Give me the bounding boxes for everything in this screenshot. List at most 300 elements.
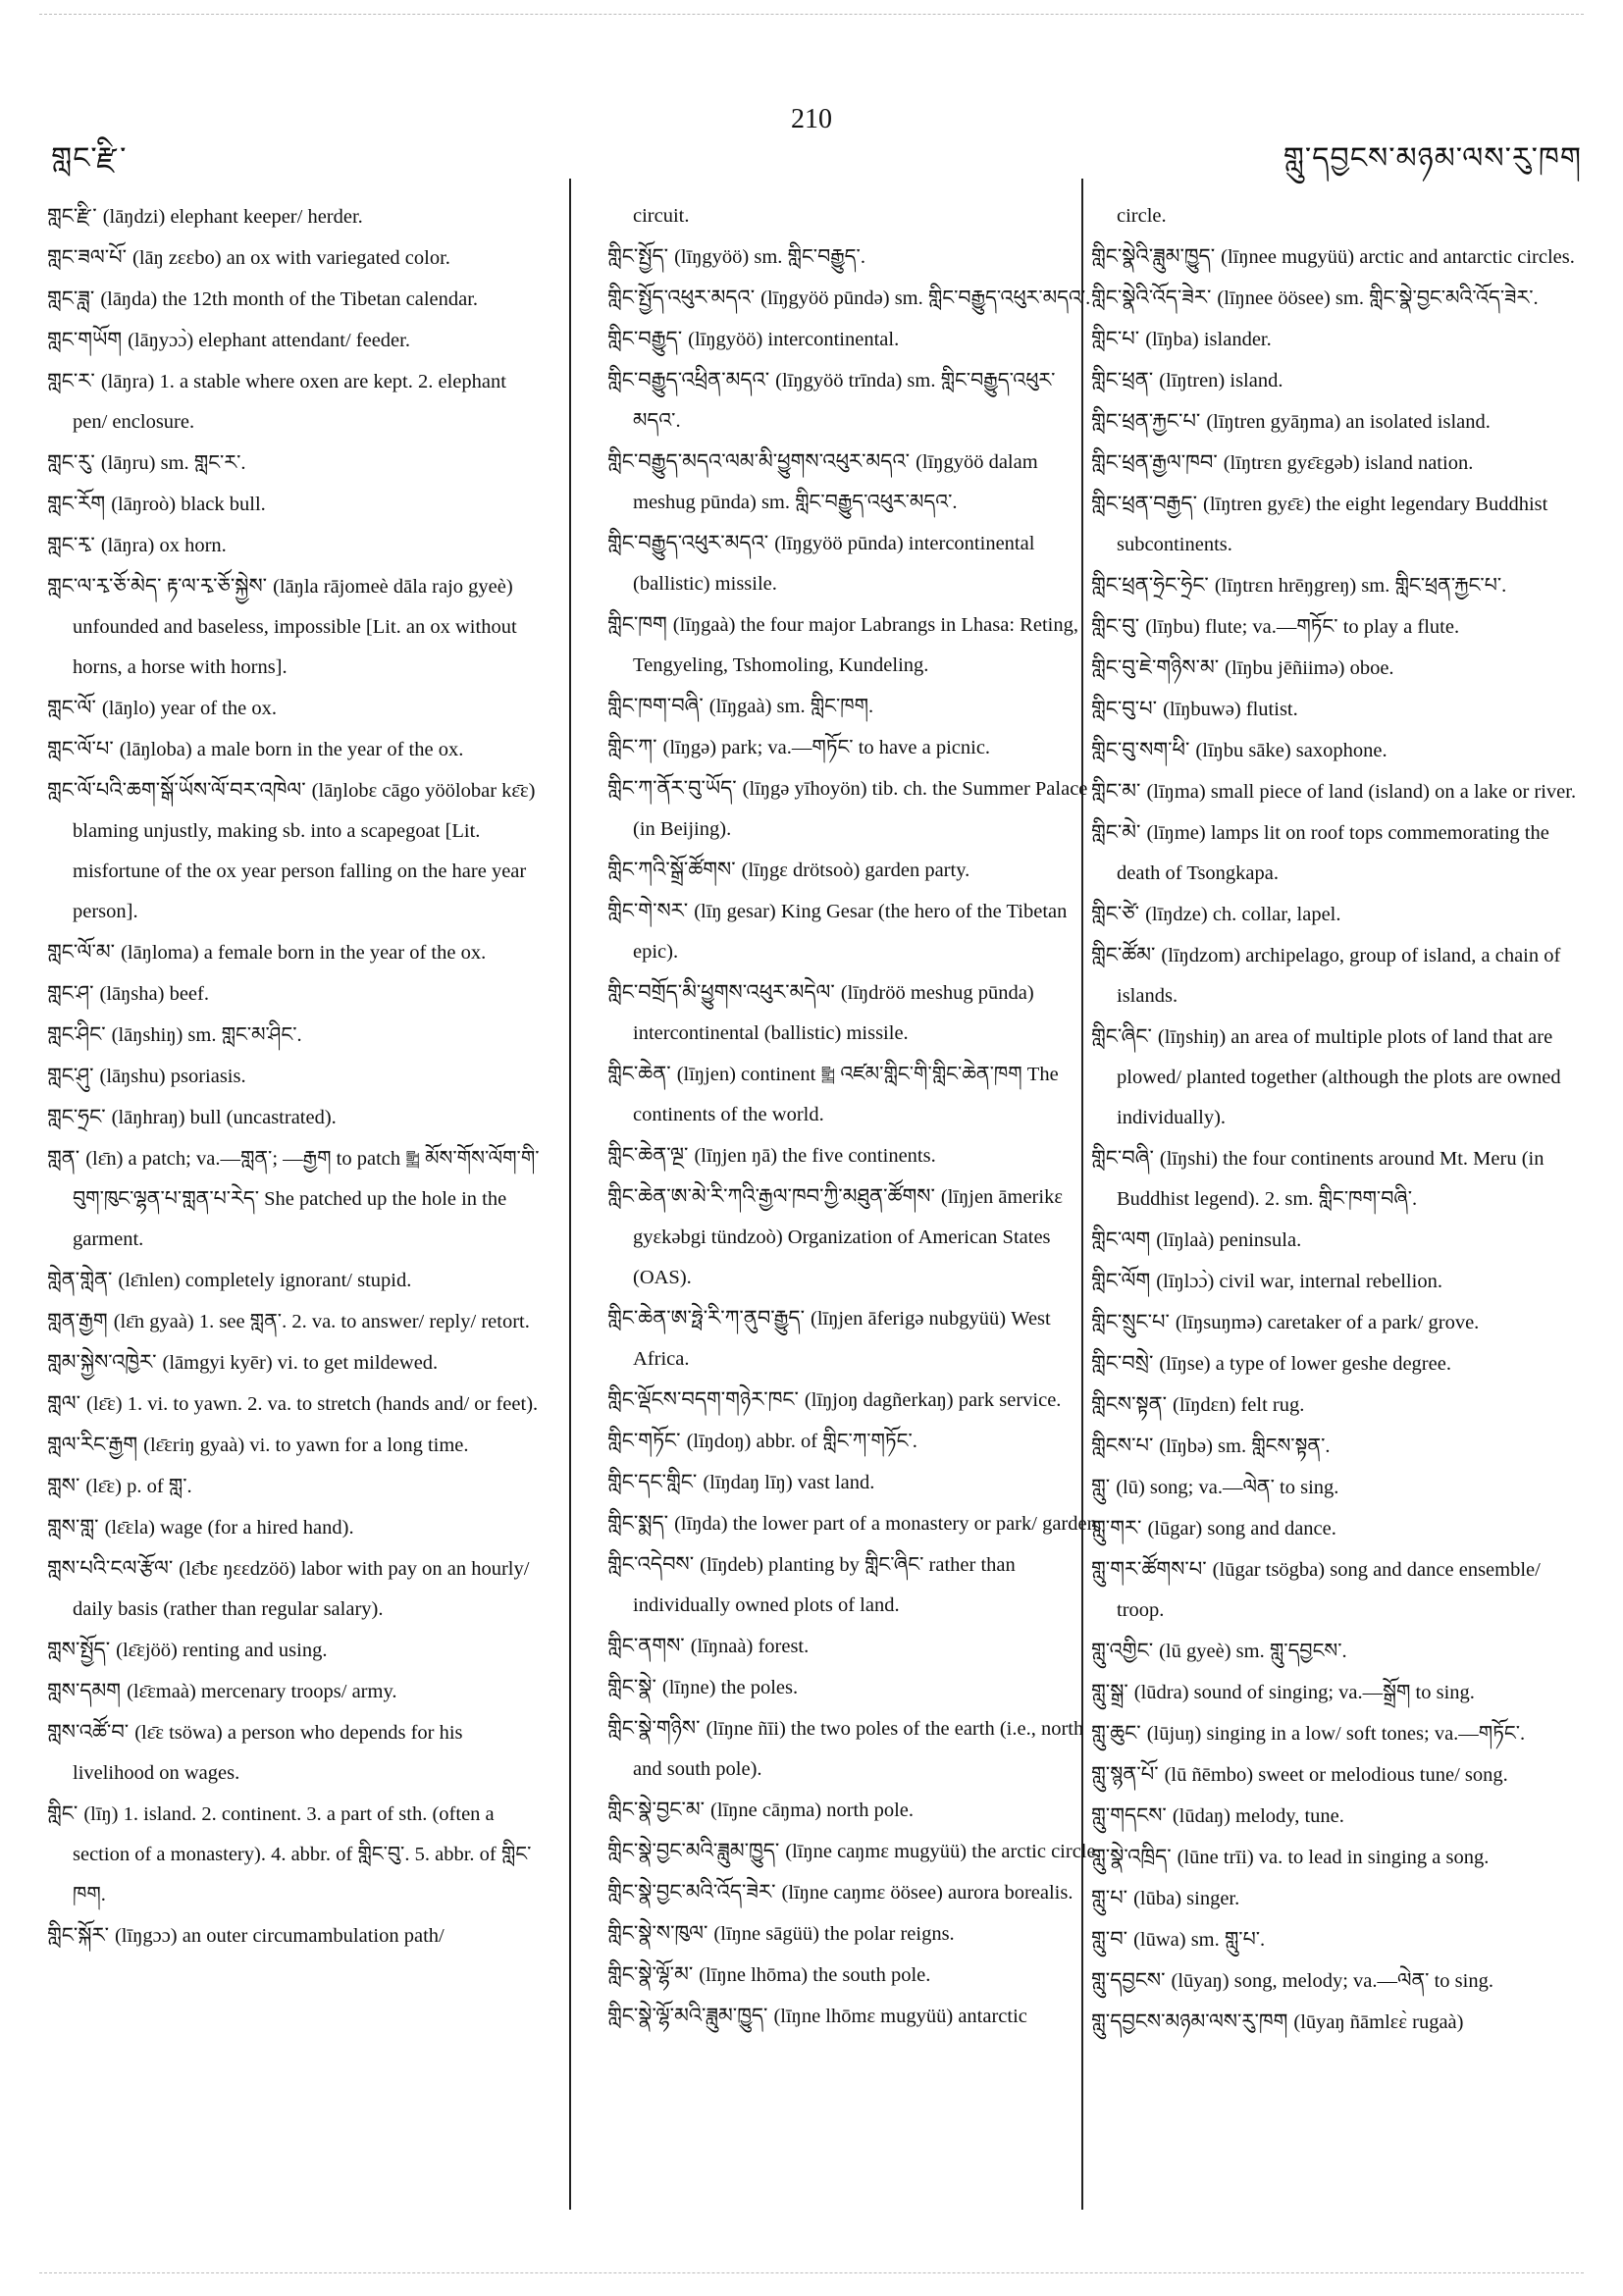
entry-headword: གླིང་དང་གླིང་ — [607, 1470, 698, 1493]
dictionary-entry — [1091, 1713, 1586, 1754]
entry-headword: གླིང་སྣེ་བྱང་མའི་ཟླུམ་ཁྱུད་ — [607, 1839, 780, 1862]
entry-headword: གླང་ཤིང་ — [47, 1022, 106, 1046]
entry-definition: (lāmgyi kyēr) vi. to get mildewed. — [162, 1352, 439, 1374]
entry-definition: (līŋlaà) peninsula. — [1156, 1229, 1302, 1251]
entry-definition: (līŋgyöö pūnda) intercontinental (ballistic) missile. — [633, 533, 1035, 595]
entry-definition: (lɛ̄n) a patch; va.—གླན་; —རྒྱག to patch ༖ མོས་གོས་ལོག་གི་བུག་ཁུང་ལྷན་པ་གླན་པ་རེད་ She patched up the hole in the garment. — [73, 1148, 540, 1250]
dictionary-entry — [607, 1176, 1102, 1298]
entry-headword: གླལ་ — [47, 1391, 81, 1415]
dictionary-entry — [1091, 1878, 1586, 1919]
entry-definition: (līŋbu jēñiimə) oboe. — [1225, 657, 1394, 679]
entry-definition: (līŋne caŋmɛ öösee) aurora borealis. — [781, 1882, 1073, 1904]
entry-headword: གླས་འཚོ་བ་ — [47, 1720, 130, 1744]
dictionary-entry — [607, 1503, 1102, 1544]
entry-definition: (lū) song; va.—ལེན་ to sing. — [1116, 1477, 1339, 1498]
entry-headword: གླིང་སྣེའི་ཟླུམ་ཁྱུད་ — [1091, 244, 1216, 268]
entry-headword: གླིང་སྤྱོད་ — [607, 244, 669, 268]
dictionary-entry — [47, 973, 542, 1015]
entry-headword: གླིང་སྣེ་གཉིས་ — [607, 1716, 701, 1740]
entry-headword: གླིངས་སྟན་ — [1091, 1392, 1168, 1416]
entry-definition: (lāŋsha) beef. — [99, 983, 209, 1005]
dictionary-entry — [1091, 2002, 1586, 2043]
entry-headword: གླུ་དབྱངས་ — [1091, 1968, 1166, 1992]
dictionary-entry — [1091, 771, 1586, 812]
entry-definition: (lūgar) song and dance. — [1147, 1518, 1336, 1539]
dictionary-entry — [607, 850, 1102, 891]
entry-definition: (līŋbə) sm. གླིངས་སྟན་. — [1159, 1435, 1331, 1457]
dictionary-entry — [1091, 1261, 1586, 1302]
entry-definition: (lāŋru) sm. གླང་ར་. — [100, 452, 246, 474]
dictionary-entry — [1091, 1754, 1586, 1796]
entry-headword: གླིང་ཆེན་ལྔ་ — [607, 1143, 689, 1167]
entry-headword: གླིང་སྣེ་ས་ཁུལ་ — [607, 1921, 708, 1945]
entry-headword: གླས་གླ་ — [47, 1515, 99, 1539]
entry-headword: གླིང་བརྒྱུད་ — [607, 327, 683, 350]
dictionary-entry — [607, 1054, 1102, 1135]
dictionary-entry — [47, 196, 542, 237]
dictionary-entry — [607, 1626, 1102, 1667]
dictionary-entry — [47, 1712, 542, 1794]
entry-headword: གླིང་གཏོང་ — [607, 1429, 681, 1452]
dictionary-entry — [607, 236, 1102, 278]
dictionary-entry — [1091, 1631, 1586, 1672]
dictionary-entry — [47, 1138, 542, 1260]
entry-headword: གླང་ཤ་ — [47, 981, 94, 1005]
entry-definition: (līŋne lhōma) the south pole. — [699, 1964, 931, 1986]
dictionary-entry — [607, 1298, 1102, 1380]
entry-headword: གླིང་འདེབས་ — [607, 1552, 695, 1576]
entry-definition: (līŋtrɛn hrēŋgreŋ) sm. གླིང་ཕྲན་རྐྱང་པ་. — [1214, 575, 1507, 597]
entry-definition: (lūyaŋ) song, melody; va.—ལེན་ to sing. — [1171, 1970, 1493, 1992]
entry-headword: གླིང་ཕྲན་རྐྱང་པ་ — [1091, 409, 1201, 433]
entry-headword: གླིང་མ་ — [1091, 779, 1141, 803]
column-divider — [569, 179, 571, 2210]
entry-headword: གླིང་ཚོམ་ — [1091, 943, 1156, 966]
entry-definition: (līŋbu) flute; va.—གཏོང་ to play a flute. — [1145, 616, 1460, 638]
dictionary-entry — [47, 1548, 542, 1630]
dictionary-entry — [1091, 565, 1586, 606]
entry-definition: (lāŋra) ox horn. — [100, 535, 227, 556]
entry-definition: (līŋne cāŋma) north pole. — [710, 1800, 915, 1821]
entry-definition: (lɛ̄bɛ ŋɛɛdzöö) labor with pay on an hourly/ daily basis (rather than regular salary). — [73, 1558, 530, 1620]
entry-headword: གླིང་ཕྲན་ — [1091, 368, 1154, 391]
entry-headword: གླིང་སྨད་ — [607, 1511, 669, 1535]
entry-definition: (lɛ̄ɛ) 1. vi. to yawn. 2. va. to stretch (hands and/ or feet). — [86, 1393, 539, 1415]
entry-definition: (līŋ gesar) King Gesar (the hero of the Tibetan epic). — [633, 901, 1068, 963]
dictionary-entry — [1091, 648, 1586, 689]
entry-headword: གླིང་གེ་སར་ — [607, 899, 689, 922]
dictionary-entry — [607, 768, 1102, 850]
dictionary-entry — [607, 319, 1102, 360]
entry-headword: གླང་རུ་ — [47, 450, 95, 474]
entry-headword: གླང་རོག — [47, 492, 106, 515]
entry-headword: གླིང་སྤྱོད་འཕུར་མདའ་ — [607, 286, 756, 309]
dictionary-entry — [607, 1135, 1102, 1176]
entry-definition: (lāŋlo) year of the ox. — [101, 698, 277, 719]
entry-definition: (lāŋyɔɔ̀) elephant attendant/ feeder. — [128, 330, 410, 351]
dictionary-entry — [607, 442, 1102, 523]
entry-headword: གླང་ར་ — [47, 369, 95, 392]
entry-headword: གླང་རྭ་ — [47, 533, 95, 556]
dictionary-entry — [47, 525, 542, 566]
entry-definition: (līŋgaà) sm. གླིང་ཁག. — [708, 696, 874, 717]
entry-definition: (lūne trīi) va. to lead in singing a song. — [1177, 1847, 1490, 1868]
entry-definition: (līŋtren) island. — [1159, 370, 1283, 391]
entry-headword: གླིང་ཕྲན་བརྒྱད་ — [1091, 492, 1198, 515]
entry-definition: (līŋne) the poles. — [661, 1677, 799, 1698]
entry-definition: (līŋjen āferigə nubgyüü) West Africa. — [633, 1308, 1051, 1370]
entry-headword: གླང་གཡོག — [47, 328, 123, 351]
column-right — [1091, 196, 1586, 2043]
entry-definition: (līŋdoŋ) abbr. of གླིང་ཀ་གཏོང་. — [686, 1431, 917, 1452]
entry-headword: གླིང་ཆེན་ཨ་ཧྥེ་རི་ཀ་ནུབ་རྒྱུད་ — [607, 1306, 805, 1330]
dictionary-entry — [607, 1462, 1102, 1503]
entry-headword: གླས་སྤྱོད་ — [47, 1638, 111, 1661]
entry-definition: (lāŋ zɛɛbo) an ox with variegated color. — [132, 247, 450, 269]
entry-definition: (līŋnee öösee) sm. གླིང་སྣེ་བྱང་མའི་འོད་ཟེར་. — [1217, 287, 1539, 309]
entry-definition: (līŋgyöö) sm. གླིང་བརྒྱུད་. — [674, 246, 865, 268]
entry-headword: གླས་པའི་ངལ་རྩོལ་ — [47, 1556, 174, 1580]
dictionary-entry — [47, 729, 542, 770]
entry-definition: (līŋshi) the four continents around Mt. Meru (in Buddhist legend). 2. sm. གླིང་ཁག་བཞི་. — [1117, 1148, 1544, 1210]
entry-definition: (līŋdaŋ līŋ) vast land. — [703, 1472, 875, 1493]
dictionary-entry — [1091, 1508, 1586, 1549]
entry-definition: (lāŋra) 1. a stable where oxen are kept. 2. elephant pen/ enclosure. — [73, 371, 506, 433]
entry-definition: (līŋdɛn) felt rug. — [1173, 1394, 1305, 1416]
entry-headword: གླིང་ཕྲན་ཧྲེང་ཧྲེང་ — [1091, 573, 1209, 597]
dictionary-entry — [607, 972, 1102, 1054]
dictionary-entry — [47, 1915, 542, 1957]
dictionary-entry — [47, 1097, 542, 1138]
entry-headword: གླིང་ — [47, 1801, 79, 1825]
dictionary-entry — [47, 1671, 542, 1712]
top-scan-rule — [39, 14, 1584, 15]
dictionary-entry — [1091, 236, 1586, 278]
dictionary-entry — [607, 727, 1102, 768]
entry-definition: (lāŋdzi) elephant keeper/ herder. — [102, 206, 363, 228]
dictionary-entry — [47, 443, 542, 484]
entry-headword: གླིང་སྣེ་ལྷོ་མ་ — [607, 1962, 694, 1986]
dictionary-entry — [1091, 689, 1586, 730]
entry-definition: (lūdra) sound of singing; va.—སྒྲོག to sing. — [1133, 1682, 1475, 1703]
dictionary-entry — [1091, 1549, 1586, 1631]
entry-headword: གླན་ — [47, 1146, 80, 1170]
column-left — [47, 196, 542, 1957]
dictionary-entry — [607, 891, 1102, 972]
entry-definition: (līŋgə yīhoyön) tib. ch. the Summer Palace (in Beijing). — [633, 778, 1088, 840]
entry-headword: གླང་ཟླ་ — [47, 287, 95, 310]
entry-definition: (lɛ̄ɛmaà) mercenary troops/ army. — [127, 1681, 397, 1702]
dictionary-entry — [47, 1383, 542, 1425]
entry-definition: (līŋjoŋ dagñerkaŋ) park service. — [804, 1389, 1062, 1411]
entry-definition: (lāŋroò) black bull. — [111, 494, 266, 515]
dictionary-entry — [1091, 935, 1586, 1017]
entry-headword: གླང་ཧྲང་ — [47, 1105, 106, 1128]
dictionary-entry — [47, 1015, 542, 1056]
dictionary-entry — [1091, 1919, 1586, 1960]
entry-headword: གླིང་ཙེ་ — [1091, 902, 1140, 925]
entry-definition: (līŋshiŋ) an area of multiple plots of land that are plowed/ planted together (although the plots are owned individually). — [1117, 1026, 1561, 1128]
dictionary-entry — [1091, 360, 1586, 401]
entry-headword: གླིངས་པ་ — [1091, 1434, 1154, 1457]
entry-definition: (līŋgyöö) intercontinental. — [688, 329, 900, 350]
entry-definition: (līŋgyöö dalam meshug pūnda) sm. གླིང་བརྒྱུད་འཕུར་མདའ་. — [633, 451, 1038, 513]
entry-definition: (līŋnaà) forest. — [690, 1636, 810, 1657]
entry-headword: གླང་ལོ་པའི་ཆག་སྒོ་ཡོས་ལོ་བར་འཁེལ་ — [47, 778, 306, 802]
entry-continuation — [607, 196, 1102, 236]
entry-definition: (līŋjen ŋā) the five continents. — [694, 1145, 936, 1167]
entry-definition: (līŋlɔɔ̀) civil war, internal rebellion. — [1156, 1271, 1442, 1292]
entry-definition: (lɛ̄ɛ) p. of གླ་. — [85, 1476, 192, 1497]
dictionary-entry — [47, 932, 542, 973]
entry-definition: (līŋgə) park; va.—གཏོང་ to have a picnic. — [662, 737, 991, 758]
entry-headword: གླིང་ལག — [1091, 1227, 1151, 1251]
entry-definition: (līŋsuŋmə) caretaker of a park/ grove. — [1175, 1312, 1480, 1333]
entry-headword: གླིང་ཆེན་ — [607, 1062, 671, 1085]
entry-definition: (līŋjen āmerikɛ gyɛkəbgi tündzoò) Organization of American States (OAS). — [633, 1186, 1063, 1288]
entry-definition: (lūwa) sm. གླུ་པ་. — [1133, 1929, 1266, 1951]
entry-definition: circuit. — [633, 205, 690, 227]
entry-headword: གླང་ལོ་ — [47, 696, 96, 719]
dictionary-entry — [1091, 484, 1586, 565]
entry-headword: གླུ་གར་ — [1091, 1516, 1142, 1539]
entry-headword: གླིང་སྣེ་བྱང་མའི་འོད་ཟེར་ — [607, 1880, 776, 1904]
entry-definition: (līŋdröö meshug pūnda) intercontinental (ballistic) missile. — [633, 982, 1034, 1044]
dictionary-entry — [607, 1667, 1102, 1708]
entry-definition: (līŋse) a type of lower geshe degree. — [1159, 1353, 1451, 1375]
dictionary-entry — [47, 1630, 542, 1671]
entry-headword: གླིང་ཕྲན་རྒྱལ་ཁབ་ — [1091, 450, 1218, 474]
entry-headword: གླང་ཟལ་པོ་ — [47, 245, 127, 269]
entry-headword: གླིང་ཁག — [607, 612, 667, 636]
entry-definition: circle. — [1117, 205, 1167, 227]
entry-headword: གླིང་པ་ — [1091, 327, 1140, 350]
entry-headword: གླང་རྫི་ — [47, 204, 97, 228]
entry-headword: གླིང་ཁག་བཞི་ — [607, 694, 704, 717]
dictionary-entry — [47, 1342, 542, 1383]
dictionary-entry — [47, 688, 542, 729]
dictionary-entry — [47, 770, 542, 932]
dictionary-entry — [607, 1913, 1102, 1955]
dictionary-entry — [1091, 812, 1586, 894]
entry-headword: གླུ་སྙན་པོ་ — [1091, 1762, 1159, 1786]
entry-definition: (lɛ̄ɛ tsöwa) a person who depends for his livelihood on wages. — [73, 1722, 463, 1784]
entry-definition: (lāŋloba) a male born in the year of the ox. — [119, 739, 464, 760]
entry-headword: གླས་དམག — [47, 1679, 122, 1702]
dictionary-entry — [1091, 1017, 1586, 1138]
entry-definition: (lɛ̄ɛla) wage (for a hired hand). — [104, 1517, 354, 1539]
running-head-right: གླུ་དབྱངས་མཉམ་ལས་རུ་ཁག — [1283, 142, 1582, 175]
dictionary-entry — [607, 604, 1102, 686]
dictionary-entry — [607, 1790, 1102, 1831]
entry-definition: (lāŋshiŋ) sm. གླང་མ་ཤིང་. — [111, 1024, 302, 1046]
entry-headword: གླུ་སྣེ་འཁྲིད་ — [1091, 1845, 1172, 1868]
dictionary-entry — [607, 1831, 1102, 1872]
entry-headword: གླུ་པ་ — [1091, 1886, 1128, 1909]
entry-definition: (līŋtren gyāŋma) an isolated island. — [1206, 411, 1491, 433]
entry-definition: (līŋtrɛn gyɛ̄ɛgəb) island nation. — [1223, 452, 1474, 474]
entry-definition: (lūdaŋ) melody, tune. — [1172, 1805, 1344, 1827]
dictionary-entry — [1091, 278, 1586, 319]
entry-headword: གླིང་བརྒྱུད་མདའ་ལམ་མི་ཕྱུགས་འཕུར་མདའ་ — [607, 449, 911, 473]
dictionary-entry — [1091, 1138, 1586, 1220]
entry-headword: གླིང་བརྒྱུད་འཕྲིན་མདའ་ — [607, 368, 770, 391]
entry-headword: གླིང་ཀ་ནོར་བུ་ཡོད་ — [607, 776, 737, 800]
entry-definition: (līŋbuwə) flutist. — [1163, 699, 1298, 720]
page-number: 210 — [791, 104, 832, 134]
entry-definition: (lāŋda) the 12th month of the Tibetan calendar. — [100, 288, 479, 310]
entry-definition: (līŋdze) ch. collar, lapel. — [1145, 904, 1341, 925]
entry-definition: (līŋ) 1. island. 2. continent. 3. a part of sth. (often a section of a monastery). 4. abbr. of གླིང་བུ་. 5. abbr. of གླིང་ཁག. — [73, 1803, 532, 1905]
dictionary-entry — [47, 1425, 542, 1466]
dictionary-entry — [47, 1507, 542, 1548]
entry-headword: གླུ་འགྱིང་ — [1091, 1639, 1154, 1662]
entry-continuation — [1091, 196, 1586, 236]
entry-definition: (lāŋloma) a female born in the year of the ox. — [121, 942, 487, 964]
entry-headword: གླུ་ — [1091, 1475, 1111, 1498]
entry-definition: (lɛ̄ɛriŋ gyaà) vi. to yawn for a long time. — [143, 1435, 469, 1456]
entry-definition: (līŋme) lamps lit on roof tops commemorating the death of Tsongkapa. — [1117, 822, 1549, 884]
column-middle — [607, 196, 1102, 2037]
entry-definition: (lūgar tsögba) song and dance ensemble/ troop. — [1117, 1559, 1541, 1621]
entry-definition: (līŋne sāgüü) the polar reigns. — [713, 1923, 955, 1945]
entry-headword: གླུ་བ་ — [1091, 1927, 1128, 1951]
dictionary-entry — [47, 361, 542, 443]
entry-headword: གླིང་སྐོར་ — [47, 1923, 109, 1947]
dictionary-entry — [47, 279, 542, 320]
entry-headword: གླིང་བཞི་ — [1091, 1146, 1154, 1170]
dictionary-entry — [47, 484, 542, 525]
entry-definition: (līŋba) islander. — [1145, 329, 1272, 350]
entry-definition: (lūyaŋ ñāmlɛɛ̀ rugaà) — [1293, 2011, 1464, 2033]
entry-definition: (līŋgɛ drötsoò) garden party. — [741, 860, 970, 881]
entry-headword: གླིང་སྲུང་པ་ — [1091, 1310, 1170, 1333]
dictionary-entry — [607, 1996, 1102, 2037]
entry-definition: (lūba) singer. — [1133, 1888, 1240, 1909]
dictionary-entry — [47, 1260, 542, 1301]
entry-definition: (līŋne lhōmɛ mugyüü) antarctic — [773, 2006, 1027, 2027]
dictionary-entry — [1091, 606, 1586, 648]
entry-definition: (līŋne caŋmɛ mugyüü) the arctic circle. — [785, 1841, 1101, 1862]
entry-definition: (līŋbu sāke) saxophone. — [1195, 740, 1387, 761]
entry-headword: གླམ་སྐྱེས་འཁྱེར་ — [47, 1350, 157, 1374]
entry-headword: གླུ་གདངས་ — [1091, 1803, 1167, 1827]
entry-definition: (lūjuŋ) singing in a low/ soft tones; va.—གཏོང་. — [1146, 1723, 1526, 1745]
dictionary-entry — [1091, 1837, 1586, 1878]
entry-definition: (lū ñēmbo) sweet or melodious tune/ song. — [1164, 1764, 1508, 1786]
entry-headword: གླལ་རིང་རྒྱག — [47, 1433, 138, 1456]
entry-headword: གླིང་ལྡོངས་བདག་གཉེར་ཁང་ — [607, 1387, 799, 1411]
entry-definition: (lɛ̄n gyaà) 1. see གླན་. 2. va. to answer/ reply/ retort. — [113, 1311, 530, 1332]
entry-headword: གླིང་སྣེ་ — [607, 1675, 656, 1698]
dictionary-entry — [1091, 1384, 1586, 1426]
entry-headword: གླན་རྒྱག — [47, 1309, 108, 1332]
entry-headword: གླང་ལ་རྭ་ཅོ་མེད་ རྟ་ལ་རྭ་ཅོ་སྐྱེས་ — [47, 574, 268, 598]
entry-headword: གླང་ལོ་མ་ — [47, 940, 116, 964]
entry-headword: གླིང་སྣེའི་འོད་ཟེར་ — [1091, 286, 1212, 309]
dictionary-entry — [47, 1466, 542, 1507]
dictionary-entry — [607, 278, 1102, 319]
entry-definition: (lāŋlobɛ cāgo yöölobar kɛ̄ɛ) blaming unjustly, making sb. into a scapegoat [Lit. misfortune of the ox year person falling on the hare year person]. — [73, 780, 536, 922]
entry-definition: (līŋda) the lower part of a monastery or park/ garden. — [674, 1513, 1102, 1535]
entry-headword: གླུ་ཆུང་ — [1091, 1721, 1141, 1745]
entry-headword: གླིང་བུ་སག་ཕི་ — [1091, 738, 1190, 761]
entry-headword: གླིང་བསྲེ་ — [1091, 1351, 1154, 1375]
entry-headword: གླིང་སྣེ་ལྷོ་མའི་ཟླུམ་ཁྱུད་ — [607, 2004, 768, 2027]
dictionary-entry — [1091, 1302, 1586, 1343]
entry-definition: (līŋgyöö trīnda) sm. གླིང་བརྒྱུད་འཕུར་མདའ་. — [633, 370, 1056, 432]
entry-headword: གླང་ལོ་པ་ — [47, 737, 114, 760]
entry-definition: (lū gyeè) sm. གླུ་དབྱངས་. — [1159, 1641, 1347, 1662]
entry-headword: གླང་ཤུ་ — [47, 1064, 94, 1087]
entry-definition: (lāŋshu) psoriasis. — [99, 1066, 246, 1087]
dictionary-entry — [607, 686, 1102, 727]
dictionary-entry — [1091, 1672, 1586, 1713]
entry-headword: གླིང་ཀའི་སྒྲོ་ཚོགས་ — [607, 858, 736, 881]
dictionary-entry — [1091, 894, 1586, 935]
entry-definition: (lāŋla rājomeè dāla rajo gyeè) unfounded and baseless, impossible [Lit. an ox without horns, a horse with horns]. — [73, 576, 517, 678]
entry-definition: (līŋdeb) planting by གླིང་ཞིང་ rather than individually owned plots of land. — [633, 1554, 1016, 1616]
entry-definition: (līŋne ñīi) the two poles of the earth (i.e., north and south pole). — [633, 1718, 1084, 1780]
dictionary-entry — [47, 1056, 542, 1097]
dictionary-entry — [607, 360, 1102, 442]
entry-headword: གླིང་ལོག — [1091, 1269, 1151, 1292]
running-head-left: གླང་རྫི་ — [51, 142, 128, 175]
entry-definition: (lɛ̄ɛjöö) renting and using. — [116, 1640, 328, 1661]
dictionary-entry — [47, 1301, 542, 1342]
entry-definition: (līŋgɔɔ) an outer circumambulation path/ — [114, 1925, 445, 1947]
dictionary-entry — [607, 1544, 1102, 1626]
entry-definition: (lāŋhraŋ) bull (uncastrated). — [111, 1107, 337, 1128]
dictionary-entry — [1091, 1343, 1586, 1384]
entry-definition: (līŋgyöö pūndə) sm. གླིང་བརྒྱུད་འཕུར་མདའ་. — [760, 287, 1091, 309]
entry-headword: གླིང་ཞིང་ — [1091, 1024, 1152, 1048]
dictionary-entry — [1091, 443, 1586, 484]
entry-headword: གླིང་སྣེ་བྱང་མ་ — [607, 1798, 706, 1821]
entry-definition: (līŋtren gyɛ̄ɛ) the eight legendary Buddhist subcontinents. — [1117, 494, 1548, 555]
entry-headword: གླིང་བརྒྱུད་འཕུར་མདའ་ — [607, 531, 769, 554]
dictionary-entry — [1091, 730, 1586, 771]
entry-headword: གླིང་བུ་ཇེ་གཉིས་མ་ — [1091, 655, 1220, 679]
dictionary-entry — [607, 523, 1102, 604]
dictionary-entry — [47, 566, 542, 688]
dictionary-entry — [47, 320, 542, 361]
entry-headword: གླིང་བགྲོད་མི་ཕྱུགས་འཕུར་མདེལ་ — [607, 980, 835, 1004]
dictionary-entry — [1091, 1467, 1586, 1508]
entry-headword: གླིང་མེ་ — [1091, 820, 1141, 844]
dictionary-entry — [1091, 319, 1586, 360]
dictionary-entry — [47, 1794, 542, 1915]
dictionary-entry — [607, 1421, 1102, 1462]
dictionary-entry — [1091, 1426, 1586, 1467]
entry-headword: གླིང་ཀ་ — [607, 735, 657, 758]
entry-headword: གླིང་ཆེན་ཨ་མེ་རི་ཀའི་རྒྱལ་ཁབ་ཀྱི་མཐུན་ཚོགས་ — [607, 1184, 935, 1208]
entry-headword: གླུ་དབྱངས་མཉམ་ལས་རུ་ཁག — [1091, 2009, 1288, 2033]
entry-headword: གླེན་གླེན་ — [47, 1268, 113, 1291]
entry-headword: གླུ་གར་ཚོགས་པ་ — [1091, 1557, 1207, 1581]
entry-definition: (līŋgaà) the four major Labrangs in Lhasa: Reting, Tengyeling, Tshomoling, Kundeling. — [633, 614, 1078, 676]
entry-headword: གླིང་ནགས་ — [607, 1634, 685, 1657]
entry-headword: གླིང་བུ་པ་ — [1091, 697, 1158, 720]
dictionary-entry — [607, 1380, 1102, 1421]
dictionary-entry — [607, 1955, 1102, 1996]
entry-definition: (līŋjen) continent ༖ འཛམ་གླིང་གི་གླིང་ཆེན་ཁག The continents of the world. — [633, 1064, 1059, 1125]
dictionary-entry — [1091, 401, 1586, 443]
entry-definition: (līŋnee mugyüü) arctic and antarctic circles. — [1221, 246, 1575, 268]
entry-headword: གླས་ — [47, 1474, 80, 1497]
dictionary-entry — [1091, 1796, 1586, 1837]
bottom-scan-rule — [39, 2272, 1584, 2273]
